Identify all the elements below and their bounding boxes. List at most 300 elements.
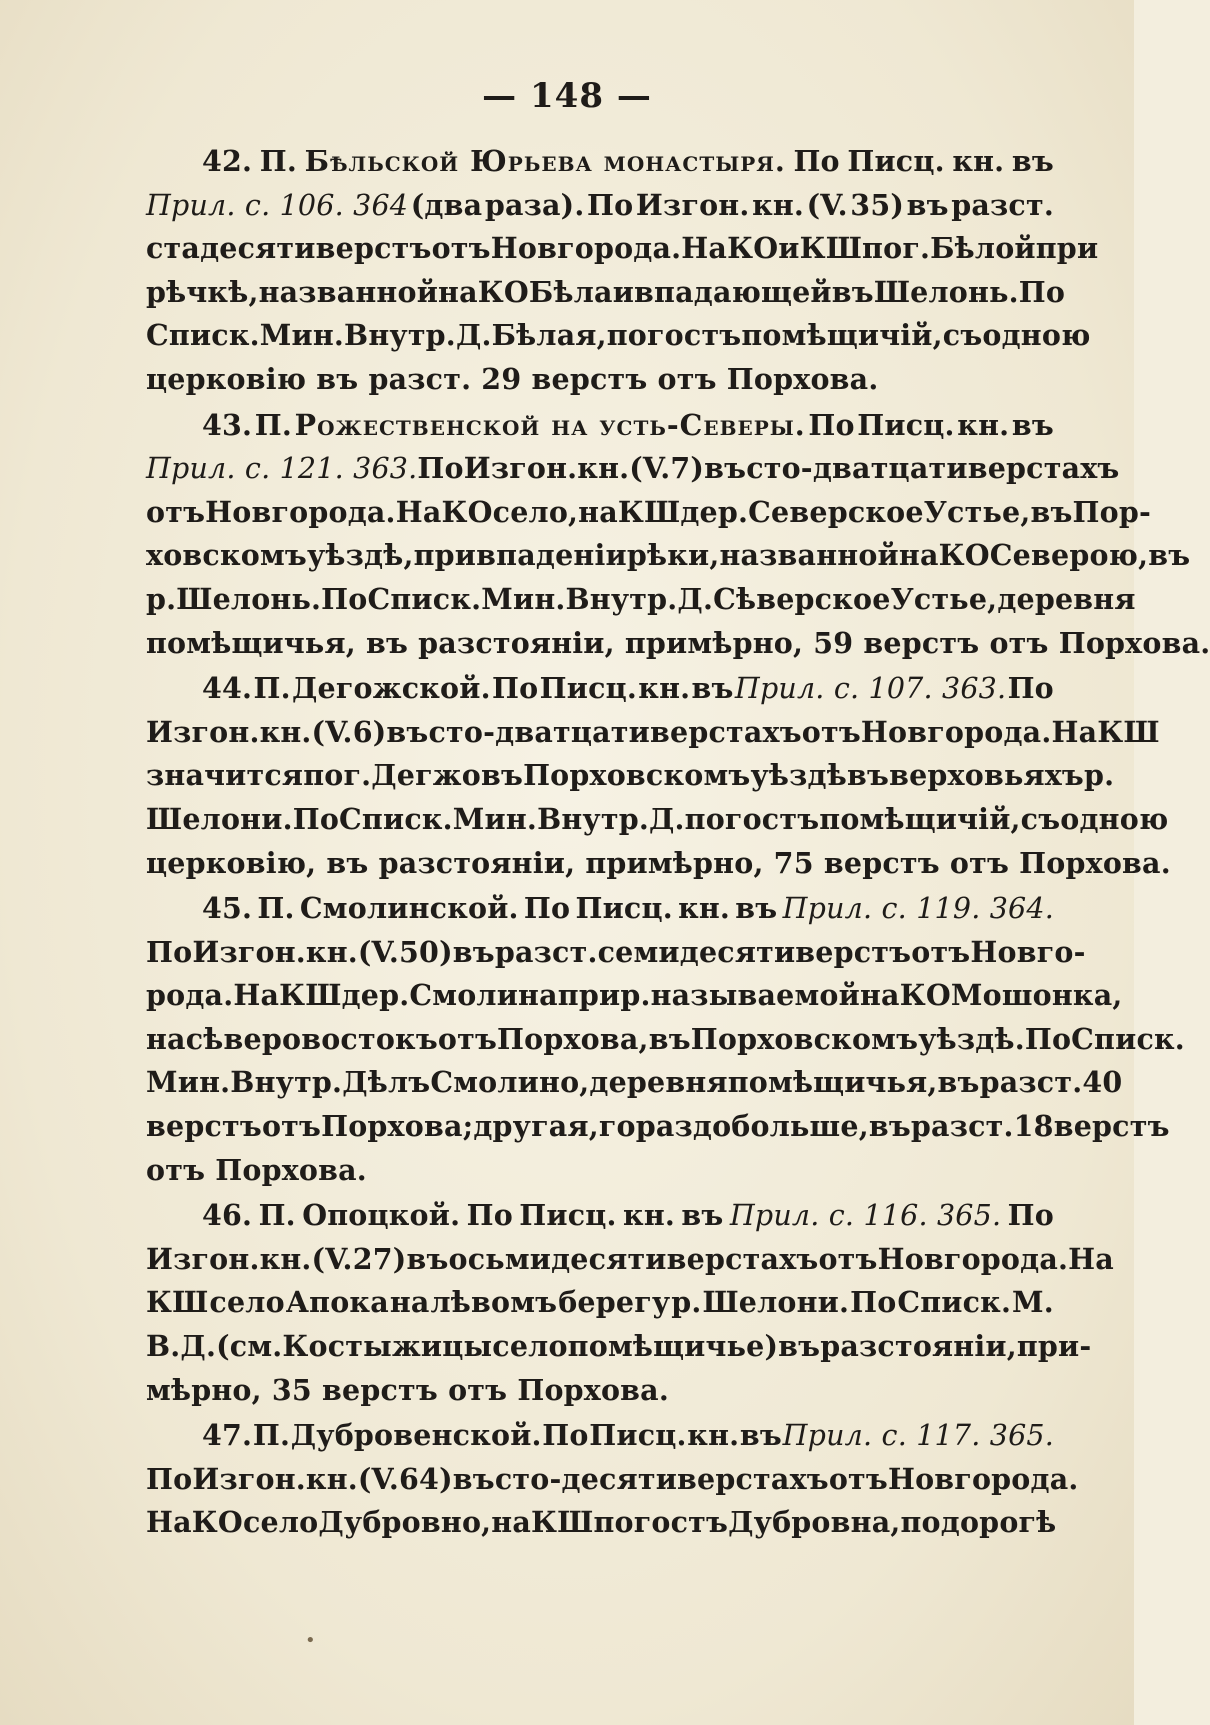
word: деревня: [997, 581, 1136, 616]
word: КО: [477, 274, 529, 309]
word: КШ: [799, 231, 863, 266]
word: кн.: [577, 451, 630, 486]
word: (V.: [311, 714, 353, 749]
word: въ: [1011, 144, 1054, 178]
word: (V.: [806, 187, 848, 222]
word: Мошонка,: [950, 978, 1123, 1013]
word: верстахъ: [666, 1241, 819, 1276]
word: отъ: [431, 231, 491, 266]
word: 27): [352, 1241, 407, 1276]
word: гораздо: [598, 1109, 732, 1144]
word: Писц.: [589, 1418, 687, 1453]
word: на: [491, 1505, 532, 1540]
word: Порхова,: [497, 1021, 649, 1056]
word: Изгон.: [146, 1241, 260, 1276]
text-line: [146, 1061, 1123, 1105]
word: Пор-: [1072, 494, 1152, 529]
word: 7): [670, 451, 705, 486]
word: въ: [847, 758, 890, 793]
word: Северское: [748, 494, 924, 529]
word: въ: [937, 1065, 980, 1100]
word: КШ: [1097, 714, 1160, 749]
word: Порховскомъ: [523, 758, 751, 793]
text-line: [146, 404, 1054, 448]
word: На: [146, 1505, 192, 1540]
word: Дегожской.: [292, 671, 491, 706]
word: на: [578, 494, 618, 529]
word: Шелони.: [146, 801, 293, 836]
word: 45.: [202, 891, 253, 926]
word: Смолина: [409, 978, 558, 1013]
word: Д.: [648, 801, 685, 836]
word: въ: [778, 1329, 821, 1364]
word: дер.: [341, 978, 410, 1013]
word: помѣщичій,: [741, 318, 943, 353]
word: По: [466, 1198, 513, 1233]
word: Изгон.: [192, 1461, 306, 1496]
word: кн.: [752, 187, 805, 222]
word: П.: [257, 891, 295, 926]
word: Изгон.: [635, 187, 750, 222]
word: въ: [906, 187, 949, 222]
text-line: [146, 1238, 1114, 1282]
text-line: [146, 974, 1123, 1018]
word: названной: [719, 538, 899, 573]
text-line: [146, 1149, 1054, 1193]
word: Внутр.: [537, 801, 649, 836]
word: помѣщичье): [567, 1329, 779, 1364]
word: Рожественской на усть-Северы.: [294, 407, 806, 442]
word: при: [413, 538, 477, 573]
word: въ: [704, 451, 747, 486]
text-line: [146, 1369, 1054, 1413]
word: Писц.: [857, 407, 955, 442]
word: рѣчкѣ,: [146, 274, 259, 309]
word: уѣздѣ: [750, 758, 847, 793]
word: верстахъ: [967, 451, 1120, 486]
word: Прил. с. 121. 363.: [146, 452, 418, 486]
word: помѣщичій,: [819, 801, 1021, 836]
word: По: [808, 407, 855, 442]
word: сто-десяти: [494, 1461, 678, 1496]
word: на: [859, 978, 900, 1013]
word: р.: [620, 978, 651, 1013]
word: отъ Порхова.: [146, 1152, 367, 1187]
word: отъ: [437, 1021, 498, 1056]
word: Дѣлъ: [342, 1065, 431, 1100]
word: Мин.: [259, 318, 345, 353]
word: въ: [1030, 494, 1073, 529]
word: отъ: [801, 714, 861, 749]
word: въ: [648, 1021, 691, 1056]
word: церковію въ разст. 29 верстъ отъ Порхова.: [146, 361, 879, 396]
word: верстъ: [146, 1109, 262, 1144]
word: 64): [399, 1461, 453, 1496]
word: Сѣверское: [713, 581, 891, 616]
text-line: [146, 314, 1091, 358]
word: КШ: [617, 494, 681, 529]
word: По: [1024, 1021, 1072, 1056]
word: и: [612, 274, 635, 309]
text-line: [146, 534, 1191, 578]
word: Новгорода.: [205, 494, 396, 529]
word: Шелонь.: [873, 274, 1019, 309]
word: въ: [386, 714, 429, 749]
word: Внутр.: [565, 581, 678, 616]
word: Внутр.: [230, 1065, 343, 1100]
word: отъ: [146, 494, 206, 529]
word: отъ: [261, 1109, 322, 1144]
word: На: [395, 494, 442, 529]
word: Бѣльской Юрьева монастыря.: [304, 144, 786, 178]
word: въ: [1148, 538, 1191, 573]
word: осьмидесяти: [448, 1241, 667, 1276]
word: 43.: [202, 407, 253, 442]
word: въ: [691, 671, 734, 706]
word: На: [1051, 714, 1098, 749]
word: На: [233, 978, 280, 1013]
word: кн.: [638, 671, 691, 706]
word: КШ: [531, 1505, 594, 1540]
word: П.: [252, 1418, 291, 1453]
word: отъ: [911, 934, 971, 969]
word: Списк.: [897, 1285, 1012, 1320]
word: въ: [681, 1198, 724, 1233]
word: помѣщичья,: [727, 1065, 938, 1100]
word: КО: [191, 1505, 243, 1540]
word: въ: [735, 891, 778, 926]
word: (два: [410, 187, 483, 222]
text-line: [146, 1194, 1054, 1238]
word: (V.: [357, 934, 400, 969]
word: верстахъ: [649, 714, 802, 749]
word: Изгон.: [146, 714, 260, 749]
word: въ: [452, 934, 495, 969]
word: кн.: [259, 714, 312, 749]
word: 18: [1013, 1109, 1054, 1144]
word: на: [146, 1021, 186, 1056]
word: верстъ: [315, 231, 432, 266]
word: село: [242, 1505, 319, 1540]
word: Мин.: [146, 1065, 231, 1100]
word: 42.: [202, 144, 253, 178]
word: погостъ: [684, 801, 820, 836]
word: сѣверовостокъ: [185, 1021, 438, 1056]
word: (см.: [216, 1329, 283, 1364]
word: 40: [1082, 1065, 1123, 1100]
word: Новгорода.: [877, 1241, 1069, 1276]
word: КО: [938, 538, 990, 573]
word: (V.: [357, 1461, 400, 1496]
word: пог.: [862, 231, 931, 266]
word: впадающей: [634, 274, 832, 309]
text-line: [146, 140, 1054, 184]
word: П.: [259, 144, 298, 178]
word: разстояніи,: [820, 1329, 1017, 1364]
word: дер.: [680, 494, 749, 529]
word: Прил. с. 117. 365.: [782, 1419, 1054, 1453]
word: село: [492, 1329, 568, 1364]
word: Порховскомъ: [690, 1021, 919, 1056]
word: разст.: [951, 187, 1054, 222]
word: лѣвомъ: [430, 1285, 558, 1320]
word: сто-дватцати: [428, 714, 650, 749]
page-number: — 148 —: [482, 76, 652, 116]
word: По: [146, 1461, 193, 1496]
word: р.: [671, 1285, 702, 1320]
word: 44.: [202, 671, 253, 706]
text-line: [146, 447, 1120, 491]
word: Смолинской.: [299, 891, 519, 926]
word: 35): [850, 187, 905, 222]
word: 50): [399, 934, 453, 969]
text-line: [146, 798, 1169, 842]
word: По: [492, 671, 539, 706]
word: отъ: [828, 1461, 888, 1496]
word: погостъ: [606, 318, 742, 353]
word: и: [778, 231, 800, 266]
word: названной: [258, 274, 439, 309]
word: въ: [1011, 407, 1054, 442]
text-line: [146, 667, 1054, 711]
word: Устье,: [890, 581, 998, 616]
text-line: [146, 271, 1066, 315]
word: В.: [146, 1329, 181, 1364]
word: уѣздѣ,: [306, 538, 414, 573]
word: Костыжицы: [282, 1329, 493, 1364]
word: КШ: [146, 1285, 209, 1320]
word: въ: [739, 1418, 782, 1453]
word: верстъ: [795, 934, 912, 969]
word: Бѣлой: [930, 231, 1036, 266]
page-speck: •: [305, 1630, 316, 1651]
word: П.: [254, 407, 293, 442]
text-line: [146, 227, 1099, 271]
word: Шелони.: [702, 1285, 850, 1320]
word: Писц.: [519, 1198, 617, 1233]
word: при: [1035, 231, 1099, 266]
word: значится: [146, 758, 304, 793]
word: кн.: [623, 1198, 676, 1233]
word: Дегжо: [371, 758, 481, 793]
word: Дубровно,: [318, 1505, 492, 1540]
text-line: [146, 184, 1054, 228]
word: Списк.: [367, 581, 482, 616]
word: въ: [406, 1241, 449, 1276]
word: отъ: [818, 1241, 878, 1276]
word: больше,: [731, 1109, 869, 1144]
word: Дубровна,: [728, 1505, 901, 1540]
word: По: [1007, 1198, 1054, 1233]
word: разст.: [910, 1109, 1014, 1144]
text-line: [146, 931, 1086, 975]
word: По: [587, 187, 634, 222]
word: Писц.: [847, 144, 945, 178]
word: берегу: [558, 1285, 671, 1320]
word: Прил. с. 107. 363.: [734, 672, 1007, 706]
word: погостъ: [593, 1505, 729, 1540]
word: Писц.: [539, 671, 638, 706]
word: Списк.: [339, 801, 453, 836]
text-line: [146, 491, 1152, 535]
word: ста: [146, 231, 201, 266]
word: другая,: [473, 1109, 599, 1144]
word: при-: [1016, 1329, 1092, 1364]
word: По: [417, 451, 464, 486]
word: По: [850, 1285, 897, 1320]
text-line: [146, 1105, 1170, 1149]
word: Прил. с. 106. 364: [146, 188, 409, 222]
word: Внутр.: [344, 318, 456, 353]
word: Новгорода.: [887, 1461, 1079, 1496]
text-line: [146, 754, 1115, 798]
word: впаденіи: [476, 538, 627, 573]
word: Северою,: [989, 538, 1149, 573]
text-line: [146, 1325, 1092, 1369]
word: П.: [253, 671, 291, 706]
word: одною: [982, 318, 1091, 353]
word: КО: [441, 494, 493, 529]
text-line: [146, 1018, 1185, 1062]
word: Прил. с. 116. 365.: [729, 1199, 1002, 1233]
word: помѣщичья, въ разстояніи, примѣрно, 59 верстъ отъ Порхова.: [146, 625, 1210, 660]
word: Прил. с. 119. 364.: [782, 892, 1054, 926]
word: Бѣлая,: [491, 318, 607, 353]
word: Д.: [180, 1329, 217, 1364]
word: мѣрно, 35 верстъ отъ Порхова.: [146, 1372, 669, 1407]
word: ховскомъ: [146, 538, 307, 573]
word: разст.: [979, 1065, 1083, 1100]
entry-5: [146, 1194, 1114, 1412]
word: КО: [899, 978, 951, 1013]
word: Порхова;: [321, 1109, 474, 1144]
text-body: [146, 140, 1210, 1545]
word: на: [438, 274, 478, 309]
word: Смолино,: [430, 1065, 590, 1100]
word: 6): [352, 714, 387, 749]
word: кн.: [952, 144, 1005, 178]
word: Бѣла: [528, 274, 613, 309]
word: По: [1018, 274, 1066, 309]
word: село,: [492, 494, 579, 529]
word: верстахъ: [677, 1461, 829, 1496]
word: Устье,: [923, 494, 1031, 529]
entry-2: [146, 404, 1210, 666]
word: въ: [452, 1461, 495, 1496]
word: село: [209, 1285, 285, 1320]
word: Опоцкой.: [302, 1198, 461, 1233]
text-line: [146, 1281, 1054, 1325]
word: По: [523, 891, 571, 926]
text-line: [146, 887, 1054, 931]
word: По: [793, 144, 840, 178]
word: кн.: [305, 1461, 358, 1496]
word: П.: [258, 1198, 296, 1233]
word: Писц.: [575, 891, 673, 926]
word: Новго-: [970, 934, 1086, 969]
word: кн.: [687, 1418, 740, 1453]
word: сто-дватцати: [746, 451, 968, 486]
word: Мин.: [452, 801, 538, 836]
word: въ: [831, 274, 874, 309]
text-line: [146, 1501, 1057, 1545]
word: 46.: [202, 1198, 253, 1233]
word: р.: [146, 581, 177, 616]
word: КО: [727, 231, 779, 266]
word: КШ: [279, 978, 342, 1013]
text-line: [146, 578, 1136, 622]
text-line: [146, 711, 1160, 755]
word: По: [542, 1418, 589, 1453]
word: На: [681, 231, 728, 266]
word: рода.: [146, 978, 234, 1013]
text-line: [146, 1414, 1054, 1458]
word: кн.: [305, 934, 358, 969]
word: въ: [868, 1109, 911, 1144]
word: по: [900, 1505, 941, 1540]
word: уѣздѣ.: [918, 1021, 1025, 1056]
word: р.: [1084, 758, 1115, 793]
word: верховьяхъ: [889, 758, 1084, 793]
word: Новгорода.: [490, 231, 682, 266]
word: дорогѣ: [940, 1505, 1057, 1540]
word: семидесяти: [597, 934, 796, 969]
word: По: [1007, 671, 1054, 706]
entry-4: [146, 887, 1185, 1192]
word: въ: [480, 758, 524, 793]
word: Шелонь.: [176, 581, 322, 616]
text-line: [146, 358, 1054, 402]
word: кн.: [259, 1241, 312, 1276]
entry-1: [146, 140, 1099, 402]
word: Апока: [285, 1285, 389, 1320]
word: называемой: [650, 978, 860, 1013]
word: рѣки,: [626, 538, 720, 573]
word: пог.: [303, 758, 372, 793]
word: разст.: [494, 934, 598, 969]
text-line: [146, 842, 1171, 886]
word: одною: [1060, 801, 1169, 836]
word: раза).: [484, 187, 585, 222]
word: Дубровенской.: [290, 1418, 542, 1453]
word: Д.: [455, 318, 492, 353]
word: съ: [1020, 801, 1061, 836]
word: Д.: [677, 581, 714, 616]
word: М.: [1012, 1285, 1054, 1320]
word: Списк.: [1071, 1021, 1185, 1056]
word: (V.: [629, 451, 671, 486]
word: По: [321, 581, 368, 616]
entry-6: [146, 1414, 1079, 1545]
word: кн.: [957, 407, 1010, 442]
entry-3: [146, 667, 1171, 885]
word: Изгон.: [463, 451, 578, 486]
word: церковію, въ разстояніи, примѣрно, 75 верстъ отъ Порхова.: [146, 845, 1171, 880]
word: Новгорода.: [860, 714, 1052, 749]
word: на: [898, 538, 939, 573]
text-line: [146, 1458, 1079, 1502]
word: деревня: [589, 1065, 728, 1100]
word: По: [292, 801, 340, 836]
word: Мин.: [481, 581, 566, 616]
word: при: [557, 978, 621, 1013]
word: на: [389, 1285, 430, 1320]
word: Изгон.: [192, 934, 306, 969]
word: съ: [942, 318, 983, 353]
word: (V.: [311, 1241, 353, 1276]
text-line: [146, 622, 1210, 666]
word: На: [1068, 1241, 1114, 1276]
